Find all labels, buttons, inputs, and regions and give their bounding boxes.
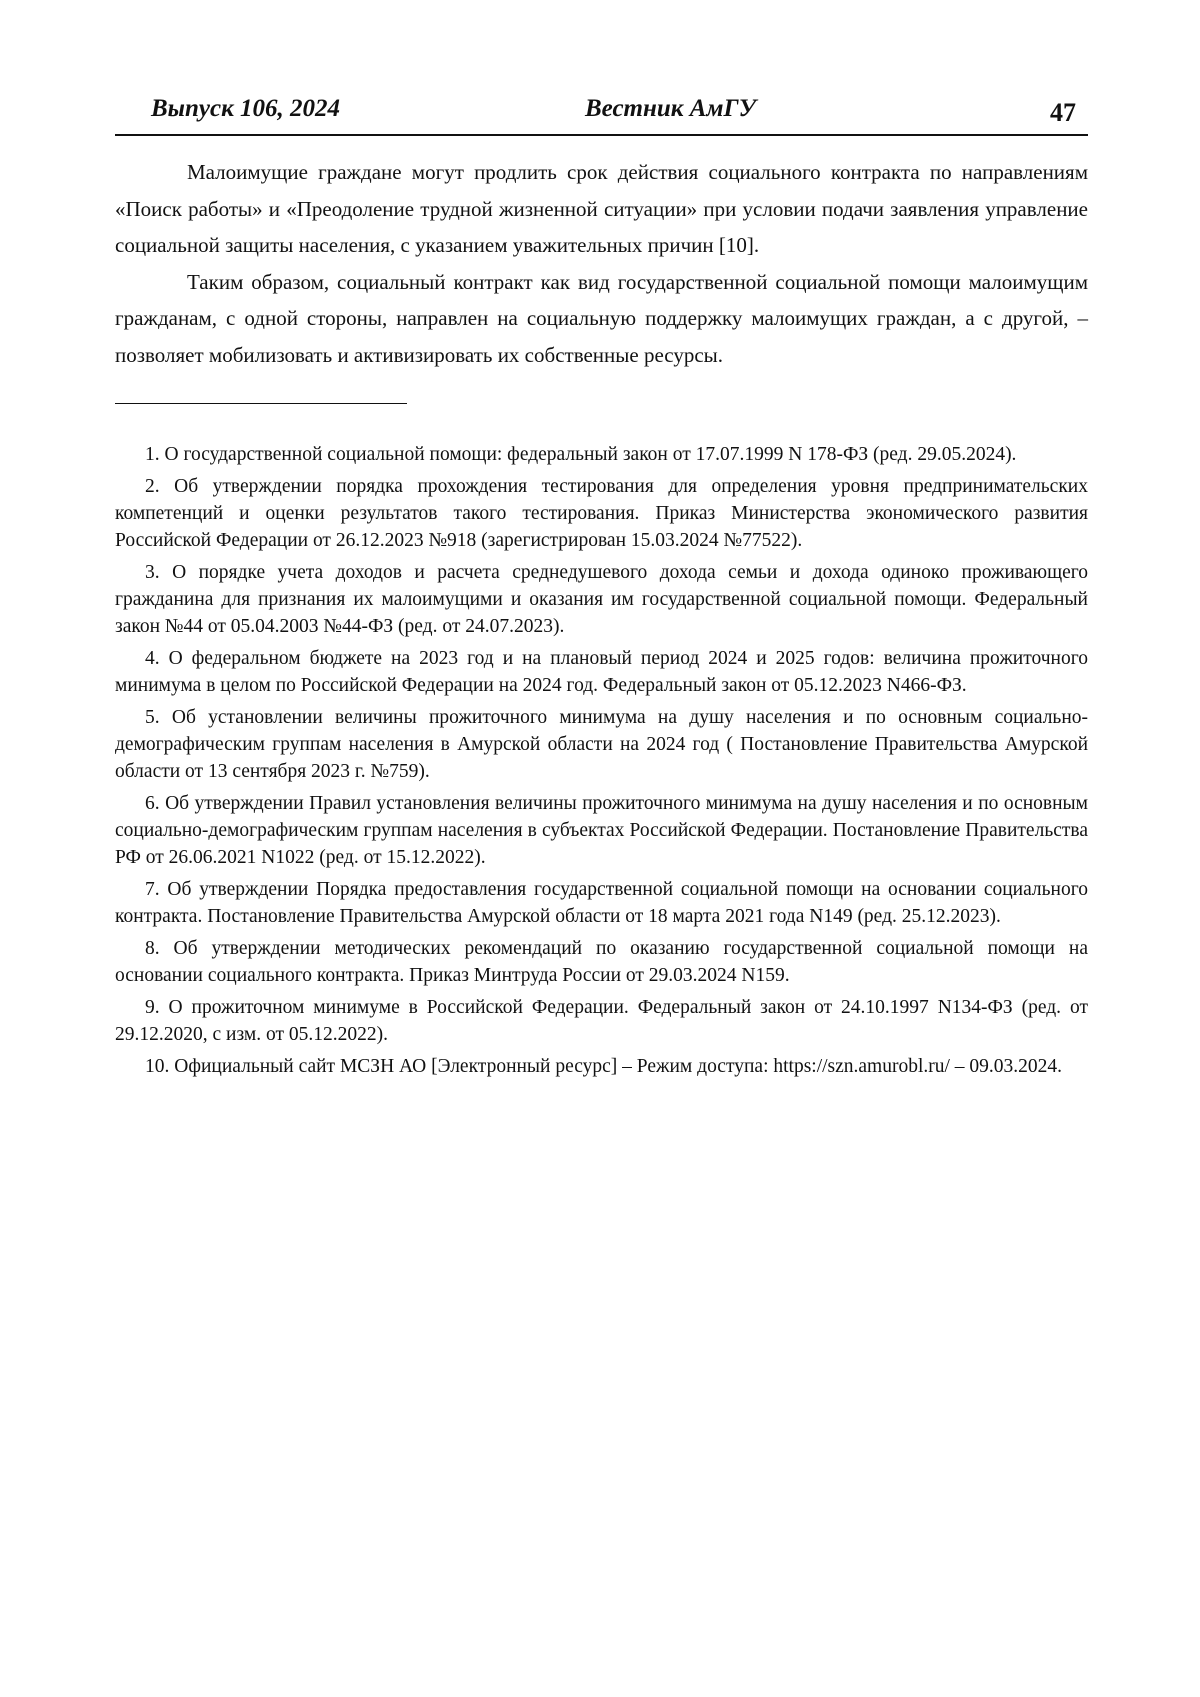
running-header	[115, 88, 1088, 136]
reference-item: 7. Об утверждении Порядка предоставления государственной социальной помощи на основании социального контракта. Постановление Правительства Амурской области от 18 марта 2021 года N149 (ред. 25.12.2023).	[115, 879, 1088, 927]
reference-item: 8. Об утверждении методических рекомендаций по оказанию государственной социальной помощи на основании социального контракта. Приказ Минтруда России от 29.03.2024 N159.	[115, 938, 1088, 986]
issue-label: Выпуск 106, 2024	[151, 95, 341, 122]
body-text	[115, 154, 1088, 373]
body-paragraph: Таким образом, социальный контракт как вид государственной социальной помощи малоимущим гражданам, с одной стороны, направлен на социальную поддержку малоимущих граждан, а с другой, – позволяет мобилизовать и активизировать их собственные ресурсы.	[115, 269, 1088, 367]
reference-item: 2. Об утверждении порядка прохождения тестирования для определения уровня предпринимательских компетенций и оценки результатов такого тестирования. Приказ Министерства экономического развития Российской Федерации от 26.12.2023 №918 (зарегистрирован 15.03.2024 №77522).	[115, 476, 1088, 551]
journal-page	[115, 88, 1088, 1085]
reference-item: 3. О порядке учета доходов и расчета среднедушевого дохода семьи и дохода одиноко проживающего гражданина для признания их малоимущими и оказания им государственной социальной помощи. Федеральный закон №44 от 05.04.2003 №44-ФЗ (ред. от 24.07.2023).	[115, 562, 1088, 637]
reference-item: 5. Об установлении величины прожиточного минимума на душу населения и по основным социально-демографическим группам населения в Амурской области на 2024 год ( Постановление Правительства Амурской области от 13 сентября 2023 г. №759).	[115, 707, 1088, 782]
reference-item: 4. О федеральном бюджете на 2023 год и на плановый период 2024 и 2025 годов: величина прожиточного минимума в целом по Российской Федерации на 2024 год. Федеральный закон от 05.12.2023 N466-ФЗ.	[115, 648, 1088, 696]
reference-item: 10. Официальный сайт МСЗН АО [Электронный ресурс] – Режим доступа: https://szn.amurobl.ru/ – 09.03.2024.	[145, 1056, 1063, 1077]
journal-title: Вестник АмГУ	[585, 95, 756, 122]
footnote-separator	[115, 403, 407, 404]
page-number: 47	[1050, 98, 1076, 127]
reference-item: 1. О государственной социальной помощи: федеральный закон от 17.07.1999 N 178-ФЗ (ред. 29.05.2024).	[145, 444, 1017, 465]
reference-item: 6. Об утверждении Правил установления величины прожиточного минимума на душу населения и по основным социально-демографическим группам населения в субъектах Российской Федерации. Постановление Правительства РФ от 26.06.2021 N1022 (ред. от 15.12.2022).	[115, 793, 1088, 868]
body-paragraph: Малоимущие граждане могут продлить срок действия социального контракта по направлениям «Поиск работы» и «Преодоление трудной жизненной ситуации» при условии подачи заявления управление социальной защиты населения, с указанием уважительных причин [10].	[115, 160, 1088, 257]
reference-list	[115, 441, 1088, 1080]
reference-item: 9. О прожиточном минимуме в Российской Федерации. Федеральный закон от 24.10.1997 N134-ФЗ (ред. от 29.12.2020, с изм. от 05.12.2022).	[115, 997, 1088, 1045]
